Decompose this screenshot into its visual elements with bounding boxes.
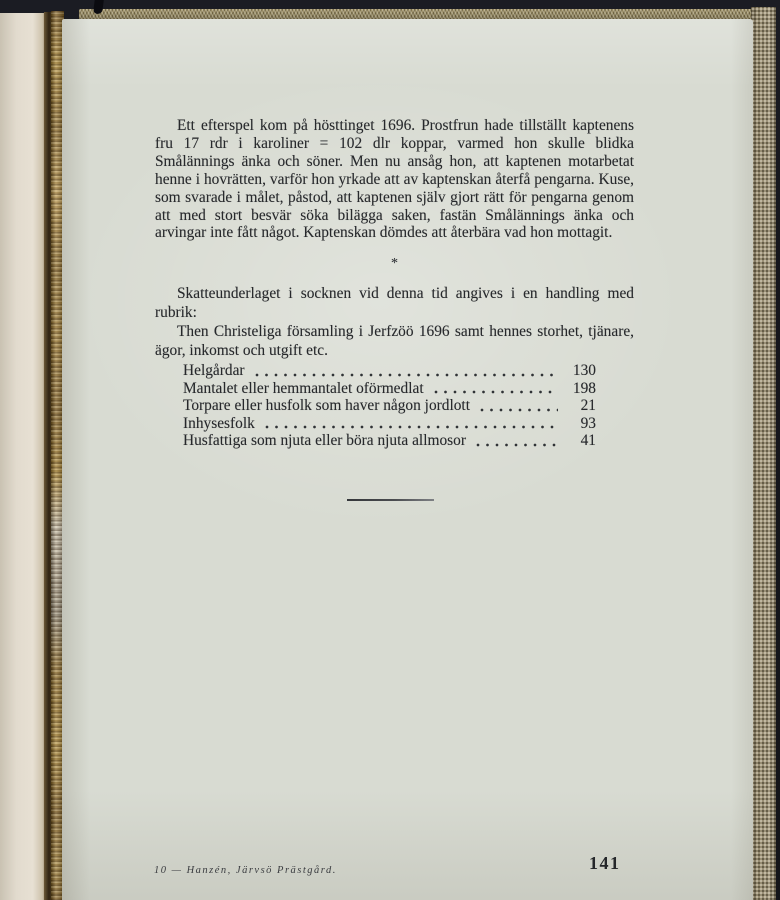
tax-row-value: 130	[572, 362, 596, 379]
asterisk-separator: *	[391, 256, 398, 271]
tax-row	[183, 380, 596, 398]
tax-row-value: 21	[580, 397, 596, 414]
dot-leader	[434, 390, 558, 394]
facing-page-edge	[0, 13, 47, 900]
dot-leader	[265, 425, 558, 429]
tax-row-value: 198	[572, 379, 596, 397]
tax-row-label: Mantalet eller hemmantalet oförmedlat	[183, 379, 424, 397]
paragraph-efterspel: Ett efterspel kom på hösttinget 1696. Prostfrun hade tillställt kaptenens fru 17 rdr i karoliner = 102 dlr koppar, varmed hon skulle blidka Smålännings änka och söner. Men nu ansåg hon, att kaptenen motarbetat henne i hovrätten, varför hon yrkade att av kaptenskan återfå pengarna. Kuse, som svarade i målet, påstod, att kaptenen själv gjort rätt för pengarna genom att med stort besvär söka bilägga saken, fastän Smålännings änka och arvingar inte fått något. Kaptenskan dömdes att återbära vad hon mottagit.	[155, 117, 634, 242]
tax-row	[183, 415, 596, 433]
dot-leader	[480, 408, 558, 412]
dot-leader	[255, 373, 558, 377]
paragraph-rubrik-citat: Then Christeliga församling i Jerfzöö 1696 samt hennes storhet, tjänare, ägor, inkomst och utgift etc.	[155, 323, 634, 359]
tax-row-label: Helgårdar	[183, 362, 245, 379]
page-number: 141	[589, 853, 621, 873]
dot-leader	[476, 443, 558, 447]
tax-row-value: 41	[580, 432, 596, 449]
section-divider-rule	[347, 499, 434, 501]
paragraph-skatteunderlag: Skatteunderlaget i socknen vid denna tid angives i en handling med rubrik:	[155, 285, 634, 321]
tax-row	[183, 397, 596, 415]
tax-row-label: Husfattiga som njuta eller böra njuta allmosor	[183, 432, 466, 449]
tax-row	[183, 362, 596, 380]
printer-signature: 10 — Hanzén, Järvsö Prästgård.	[154, 865, 337, 876]
tax-row	[183, 432, 596, 450]
tax-table	[183, 362, 596, 450]
tax-row-value: 93	[580, 414, 596, 432]
cover-fabric-edge	[751, 7, 776, 900]
tax-row-label: Inhysesfolk	[183, 414, 255, 432]
tax-row-label: Torpare eller husfolk som haver någon jordlott	[183, 397, 470, 414]
